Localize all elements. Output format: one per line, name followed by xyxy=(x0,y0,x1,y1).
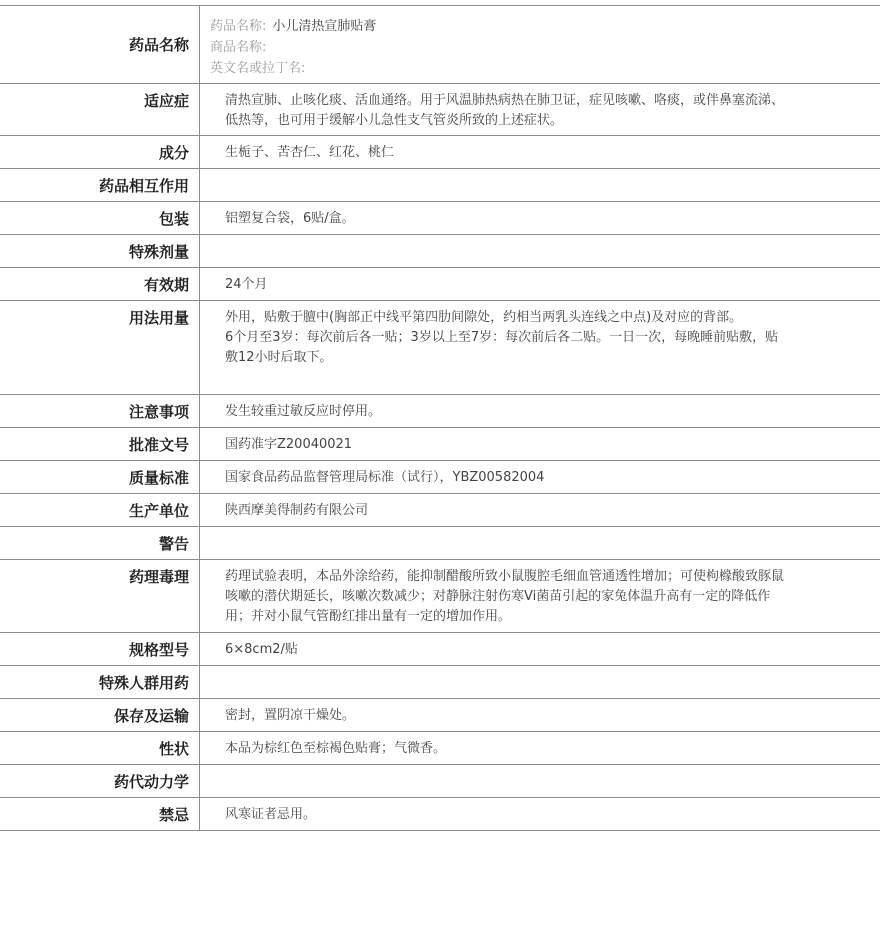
shelf-life-row xyxy=(0,268,880,301)
drug-name-key: 药品名称: xyxy=(210,19,267,34)
pharmacokinetics-label: 药代动力学 xyxy=(0,765,200,797)
shelf-life-label: 有效期 xyxy=(0,268,200,300)
pharmacology-value: 药理试验表明，本品外涂给药，能抑制醋酸所致小鼠腹腔毛细血管通透性增加；可使枸橼酸致豚鼠咳嗽的潜伏期延长，咳嗽次数减少；对静脉注射伤寒Vi菌苗引起的家兔体温升高有一定的降低作用；并对小鼠气管酚红排出量有一定的增加作用。 xyxy=(225,569,785,624)
warning-label: 警告 xyxy=(0,527,200,559)
approval-number-row xyxy=(0,428,880,461)
trade-name-line xyxy=(210,37,870,58)
interactions-label: 药品相互作用 xyxy=(0,169,200,201)
drug-name-value: 小儿清热宣肺贴膏 xyxy=(272,19,377,34)
special-populations-label: 特殊人群用药 xyxy=(0,666,200,698)
specification-value: 6×8cm2/贴 xyxy=(225,642,298,657)
dosage-value-1: 外用，贴敷于膻中(胸部正中线平第四肋间隙处，约相当两乳头连线之中点)及对应的背部。 xyxy=(225,310,743,325)
dosage-value-2: 6个月至3岁：每次前后各一贴；3岁以上至7岁：每次前后各二贴。一日一次，每晚睡前贴敷，贴敷12小时后取下。 xyxy=(225,330,779,365)
drug-name-label: 药品名称 xyxy=(0,6,200,83)
indications-value: 清热宣肺、止咳化痰、活血通络。用于风温肺热病热在肺卫证，症见咳嗽、咯痰，或伴鼻塞流涕、低热等，也可用于缓解小儿急性支气管炎所致的上述症状。 xyxy=(225,93,785,128)
pharmacokinetics-row xyxy=(0,765,880,798)
manufacturer-label: 生产单位 xyxy=(0,494,200,526)
drug-name-line xyxy=(210,16,870,37)
pharmacology-row xyxy=(0,560,880,633)
indications-row xyxy=(0,84,880,136)
pharmacology-label: 药理毒理 xyxy=(0,560,200,632)
description-label: 性状 xyxy=(0,732,200,764)
special-populations-row xyxy=(0,666,880,699)
warning-row xyxy=(0,527,880,560)
approval-number-value: 国药准字Z20040021 xyxy=(225,437,353,452)
special-populations-value xyxy=(200,666,880,698)
drug-name-row xyxy=(0,6,880,84)
warning-value xyxy=(200,527,880,559)
description-value: 本品为棕红色至棕褐色贴膏；气微香。 xyxy=(225,741,447,756)
drug-info-table xyxy=(0,5,880,831)
contraindications-value: 风寒证者忌用。 xyxy=(225,807,317,822)
precautions-value: 发生较重过敏反应时停用。 xyxy=(225,404,382,419)
interactions-value xyxy=(200,169,880,201)
manufacturer-row xyxy=(0,494,880,527)
packaging-row xyxy=(0,202,880,235)
storage-label: 保存及运输 xyxy=(0,699,200,731)
contraindications-row xyxy=(0,798,880,831)
english-name-line xyxy=(210,58,870,79)
ingredients-row xyxy=(0,136,880,169)
storage-row xyxy=(0,699,880,732)
english-name-key: 英文名或拉丁名: xyxy=(210,61,306,76)
specification-row xyxy=(0,633,880,666)
dosage-row xyxy=(0,301,880,395)
manufacturer-value: 陕西摩美得制药有限公司 xyxy=(225,503,369,518)
drug-name-cell xyxy=(200,6,880,83)
approval-number-label: 批准文号 xyxy=(0,428,200,460)
special-dosage-label: 特殊剂量 xyxy=(0,235,200,267)
contraindications-label: 禁忌 xyxy=(0,798,200,830)
trade-name-key: 商品名称: xyxy=(210,40,267,55)
description-row xyxy=(0,732,880,765)
specification-label: 规格型号 xyxy=(0,633,200,665)
shelf-life-value: 24个月 xyxy=(225,277,268,292)
special-dosage-row xyxy=(0,235,880,268)
precautions-row xyxy=(0,395,880,428)
packaging-value: 铝塑复合袋，6贴/盒。 xyxy=(225,211,355,226)
dosage-cell xyxy=(200,301,880,394)
special-dosage-value xyxy=(200,235,880,267)
interactions-row xyxy=(0,169,880,202)
storage-value: 密封，置阴凉干燥处。 xyxy=(225,708,356,723)
quality-standard-row xyxy=(0,461,880,494)
indications-label: 适应症 xyxy=(0,84,200,135)
quality-standard-label: 质量标准 xyxy=(0,461,200,493)
quality-standard-value: 国家食品药品监督管理局标准（试行），YBZ00582004 xyxy=(225,470,545,485)
packaging-label: 包装 xyxy=(0,202,200,234)
pharmacokinetics-value xyxy=(200,765,880,797)
ingredients-value: 生栀子、苦杏仁、红花、桃仁 xyxy=(225,145,395,160)
ingredients-label: 成分 xyxy=(0,136,200,168)
dosage-label: 用法用量 xyxy=(0,301,200,394)
precautions-label: 注意事项 xyxy=(0,395,200,427)
